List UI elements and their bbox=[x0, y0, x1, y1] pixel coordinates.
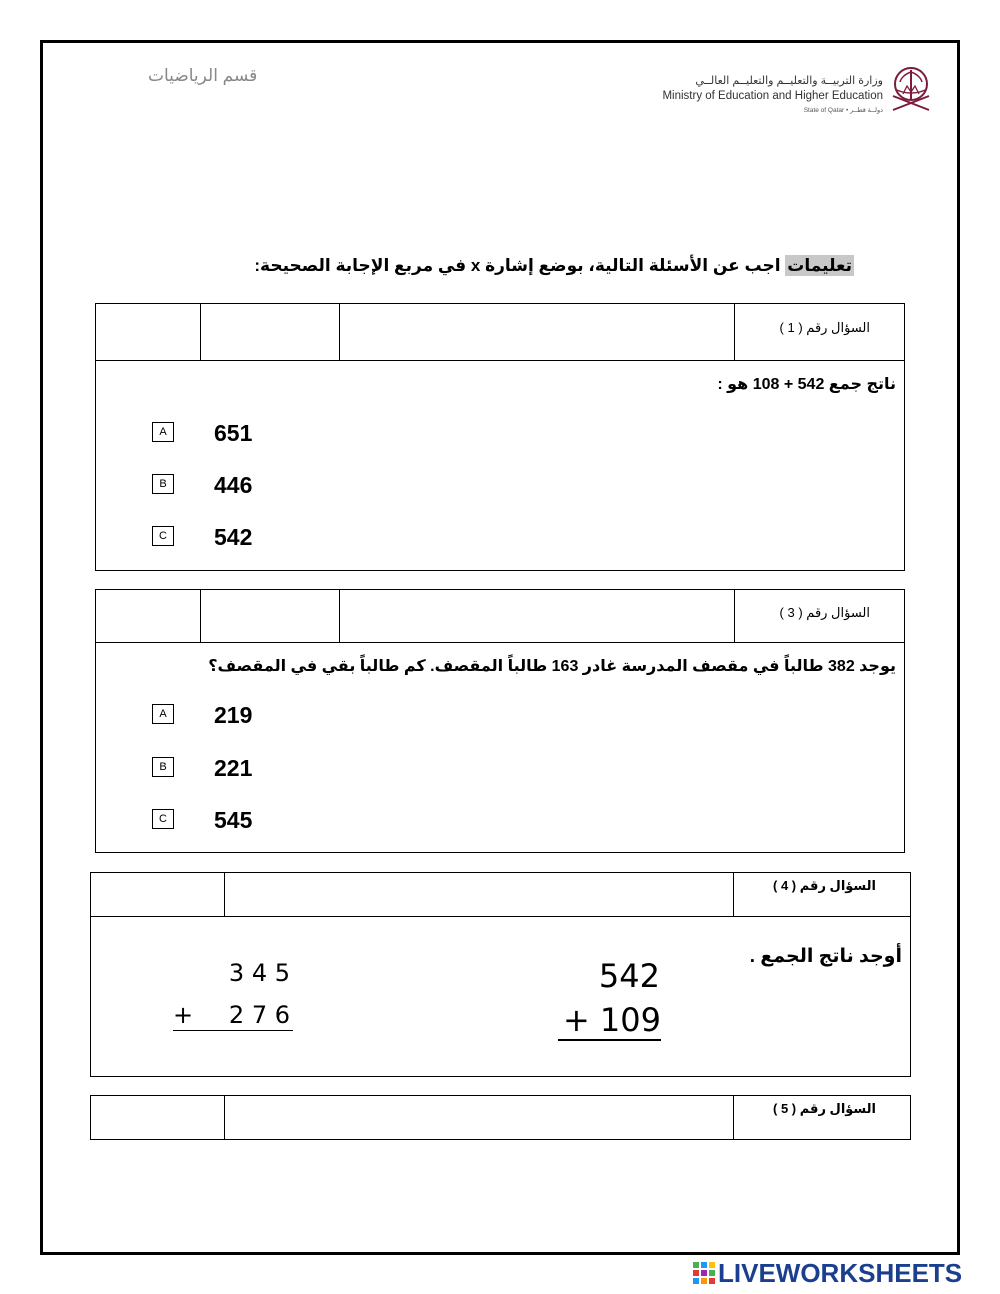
question-1-header bbox=[96, 304, 904, 361]
liveworksheets-text: LIVEWORKSHEETS bbox=[718, 1258, 963, 1288]
ministry-logo bbox=[662, 60, 945, 120]
problem-1-bottom: + 109 bbox=[562, 1001, 661, 1039]
ministry-name-ar: وزارة التربيــة والتعليــم والتعليــم العالــي bbox=[695, 75, 883, 87]
header-cell-divider bbox=[200, 590, 201, 642]
header-cell-divider bbox=[224, 873, 225, 916]
instructions bbox=[254, 256, 854, 276]
problem-2-top: 3 4 5 bbox=[228, 959, 290, 987]
question-3-text: يوجد 382 طالباً في مقصف المدرسة غادر 163 طالباً المقصف. كم طالباً بقي في المقصف؟ bbox=[208, 658, 896, 675]
option-c-value: 545 bbox=[214, 807, 253, 833]
header-cell-divider bbox=[339, 304, 340, 360]
question-3-label: السؤال رقم ( 3 ) bbox=[779, 605, 870, 620]
ministry-name-en: Ministry of Education and Higher Education bbox=[662, 90, 883, 102]
problem-1-answer-line bbox=[558, 1039, 661, 1041]
header-cell-divider bbox=[200, 304, 201, 360]
header-cell-divider bbox=[734, 304, 735, 360]
question-5-label: السؤال رقم ( 5 ) bbox=[773, 1101, 876, 1116]
instructions-label: تعليمات bbox=[787, 256, 852, 275]
option-c-checkbox[interactable]: C bbox=[152, 526, 174, 546]
header-cell-divider bbox=[224, 1096, 225, 1139]
question-1-text: ناتج جمع 542 + 108 هو : bbox=[717, 376, 896, 393]
question-5-header bbox=[91, 1096, 910, 1139]
problem-1-top: 542 bbox=[598, 957, 660, 995]
option-c-checkbox[interactable]: C bbox=[152, 809, 174, 829]
header-cell-divider bbox=[339, 590, 340, 642]
question-4-header bbox=[91, 873, 910, 917]
header-cell-divider bbox=[733, 873, 734, 916]
option-b-checkbox[interactable]: B bbox=[152, 757, 174, 777]
liveworksheets-grid-icon bbox=[693, 1262, 715, 1284]
department-title: قسم الرياضيات bbox=[148, 66, 258, 85]
question-3-header bbox=[96, 590, 904, 643]
problem-2-bottom: 2 7 6 bbox=[228, 1001, 290, 1029]
option-b-value: 221 bbox=[214, 755, 253, 781]
option-b-value: 446 bbox=[214, 472, 253, 498]
ministry-state: State of Qatar • دولــة قطــر bbox=[803, 107, 883, 114]
question-4-card bbox=[90, 872, 911, 1077]
question-5-card bbox=[90, 1095, 911, 1140]
option-a-checkbox[interactable]: A bbox=[152, 422, 174, 442]
question-4-label: السؤال رقم ( 4 ) bbox=[773, 878, 876, 893]
question-4-text: أوجد ناتج الجمع . bbox=[749, 946, 902, 967]
problem-2-answer-line bbox=[173, 1030, 293, 1031]
instructions-text: اجب عن الأسئلة التالية، بوضع إشارة x في مربع الإجابة الصحيحة: bbox=[254, 256, 786, 275]
header-cell-divider bbox=[734, 590, 735, 642]
option-a-value: 651 bbox=[214, 420, 253, 446]
option-b-checkbox[interactable]: B bbox=[152, 474, 174, 494]
option-a-checkbox[interactable]: A bbox=[152, 704, 174, 724]
qatar-emblem-icon bbox=[887, 60, 935, 118]
question-1-label: السؤال رقم ( 1 ) bbox=[779, 320, 870, 335]
question-1-card bbox=[95, 303, 905, 571]
liveworksheets-logo[interactable] bbox=[693, 1258, 962, 1289]
option-a-value: 219 bbox=[214, 702, 253, 728]
header-cell-divider bbox=[733, 1096, 734, 1139]
option-c-value: 542 bbox=[214, 524, 253, 550]
question-3-card bbox=[95, 589, 905, 853]
problem-2-operator: + bbox=[173, 1001, 194, 1029]
